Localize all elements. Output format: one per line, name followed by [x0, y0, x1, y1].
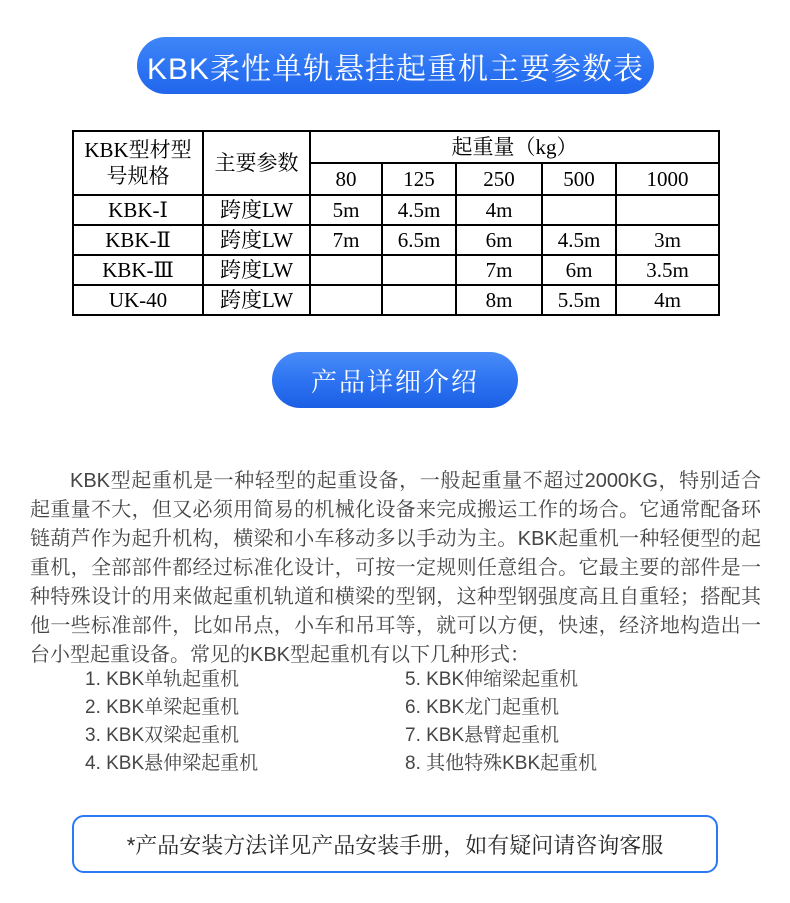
- page-title: KBK柔性单轨悬挂起重机主要参数表: [146, 52, 645, 86]
- crane-type-column-left: [85, 666, 405, 778]
- table-header-capacity-125: 125: [382, 163, 456, 195]
- span-cell: 3.5m: [616, 255, 719, 285]
- intro-paragraph: KBK型起重机是一种轻型的起重设备，一般起重量不超过2000KG，特别适合起重量不大，但又必须用简易的机械化设备来完成搬运工作的场合。它通常配备环链葫芦作为起升机构，横梁和小车移动多以手动为主。KBK起重机一种轻便型的起重机，全部部件都经过标准化设计，可按一定规则任意组合。它最主要的部件是一种特殊设计的用来做起重机轨道和横梁的型钢，这种型钢强度高且自重轻；搭配其他一些标准部件，比如吊点，小车和吊耳等，就可以方便，快速，经济地构造出一台小型起重设备。常见的KBK型起重机有以下几种形式：: [30, 470, 761, 666]
- model-cell: KBK-Ⅲ: [73, 255, 203, 285]
- table-header-capacity-500: 500: [542, 163, 616, 195]
- crane-type-list: [85, 666, 725, 778]
- span-cell: 7m: [456, 255, 542, 285]
- span-cell: [382, 285, 456, 315]
- span-cell: 7m: [310, 225, 382, 255]
- crane-type-column-right: [405, 666, 725, 778]
- model-cell: UK-40: [73, 285, 203, 315]
- table-header-capacity-80: 80: [310, 163, 382, 195]
- install-note-text: *产品安装方法详见产品安装手册，如有疑问请咨询客服: [126, 832, 664, 858]
- list-item: 4. KBK悬伸梁起重机: [85, 753, 259, 774]
- install-note-box: [72, 815, 718, 873]
- span-cell: 5m: [310, 195, 382, 225]
- span-cell: [542, 195, 616, 225]
- span-cell: 6.5m: [382, 225, 456, 255]
- span-cell: 4.5m: [542, 225, 616, 255]
- table-header-capacity-group: 起重量（kg）: [310, 131, 719, 163]
- product-intro-section-pill: [272, 352, 518, 408]
- table-row: [73, 255, 719, 285]
- span-cell: [382, 255, 456, 285]
- model-cell: KBK-Ⅰ: [73, 195, 203, 225]
- spec-table: [72, 130, 720, 316]
- param-cell: 跨度LW: [203, 255, 310, 285]
- list-item: 6. KBK龙门起重机: [405, 697, 560, 718]
- table-header-param: 主要参数: [203, 131, 310, 195]
- span-cell: 4m: [456, 195, 542, 225]
- span-cell: 6m: [542, 255, 616, 285]
- list-item: 5. KBK伸缩梁起重机: [405, 669, 579, 690]
- table-row: [73, 195, 719, 225]
- list-item: 7. KBK悬臂起重机: [405, 725, 560, 746]
- title-banner: [137, 37, 654, 94]
- product-intro-section-label: 产品详细介绍: [310, 366, 479, 397]
- list-item: 8. 其他特殊KBK起重机: [405, 753, 598, 774]
- list-item: 3. KBK双梁起重机: [85, 725, 240, 746]
- table-header-capacity-1000: 1000: [616, 163, 719, 195]
- span-cell: [310, 255, 382, 285]
- table-row: [73, 285, 719, 315]
- table-row: [73, 225, 719, 255]
- span-cell: 4m: [616, 285, 719, 315]
- span-cell: 4.5m: [382, 195, 456, 225]
- list-item: 2. KBK单梁起重机: [85, 697, 240, 718]
- span-cell: 6m: [456, 225, 542, 255]
- param-cell: 跨度LW: [203, 285, 310, 315]
- span-cell: 8m: [456, 285, 542, 315]
- span-cell: [616, 195, 719, 225]
- param-cell: 跨度LW: [203, 195, 310, 225]
- span-cell: 3m: [616, 225, 719, 255]
- list-item: 1. KBK单轨起重机: [85, 669, 240, 690]
- span-cell: [310, 285, 382, 315]
- param-cell: 跨度LW: [203, 225, 310, 255]
- span-cell: 5.5m: [542, 285, 616, 315]
- table-header-model: KBK型材型号规格: [73, 131, 203, 195]
- model-cell: KBK-Ⅱ: [73, 225, 203, 255]
- table-header-capacity-250: 250: [456, 163, 542, 195]
